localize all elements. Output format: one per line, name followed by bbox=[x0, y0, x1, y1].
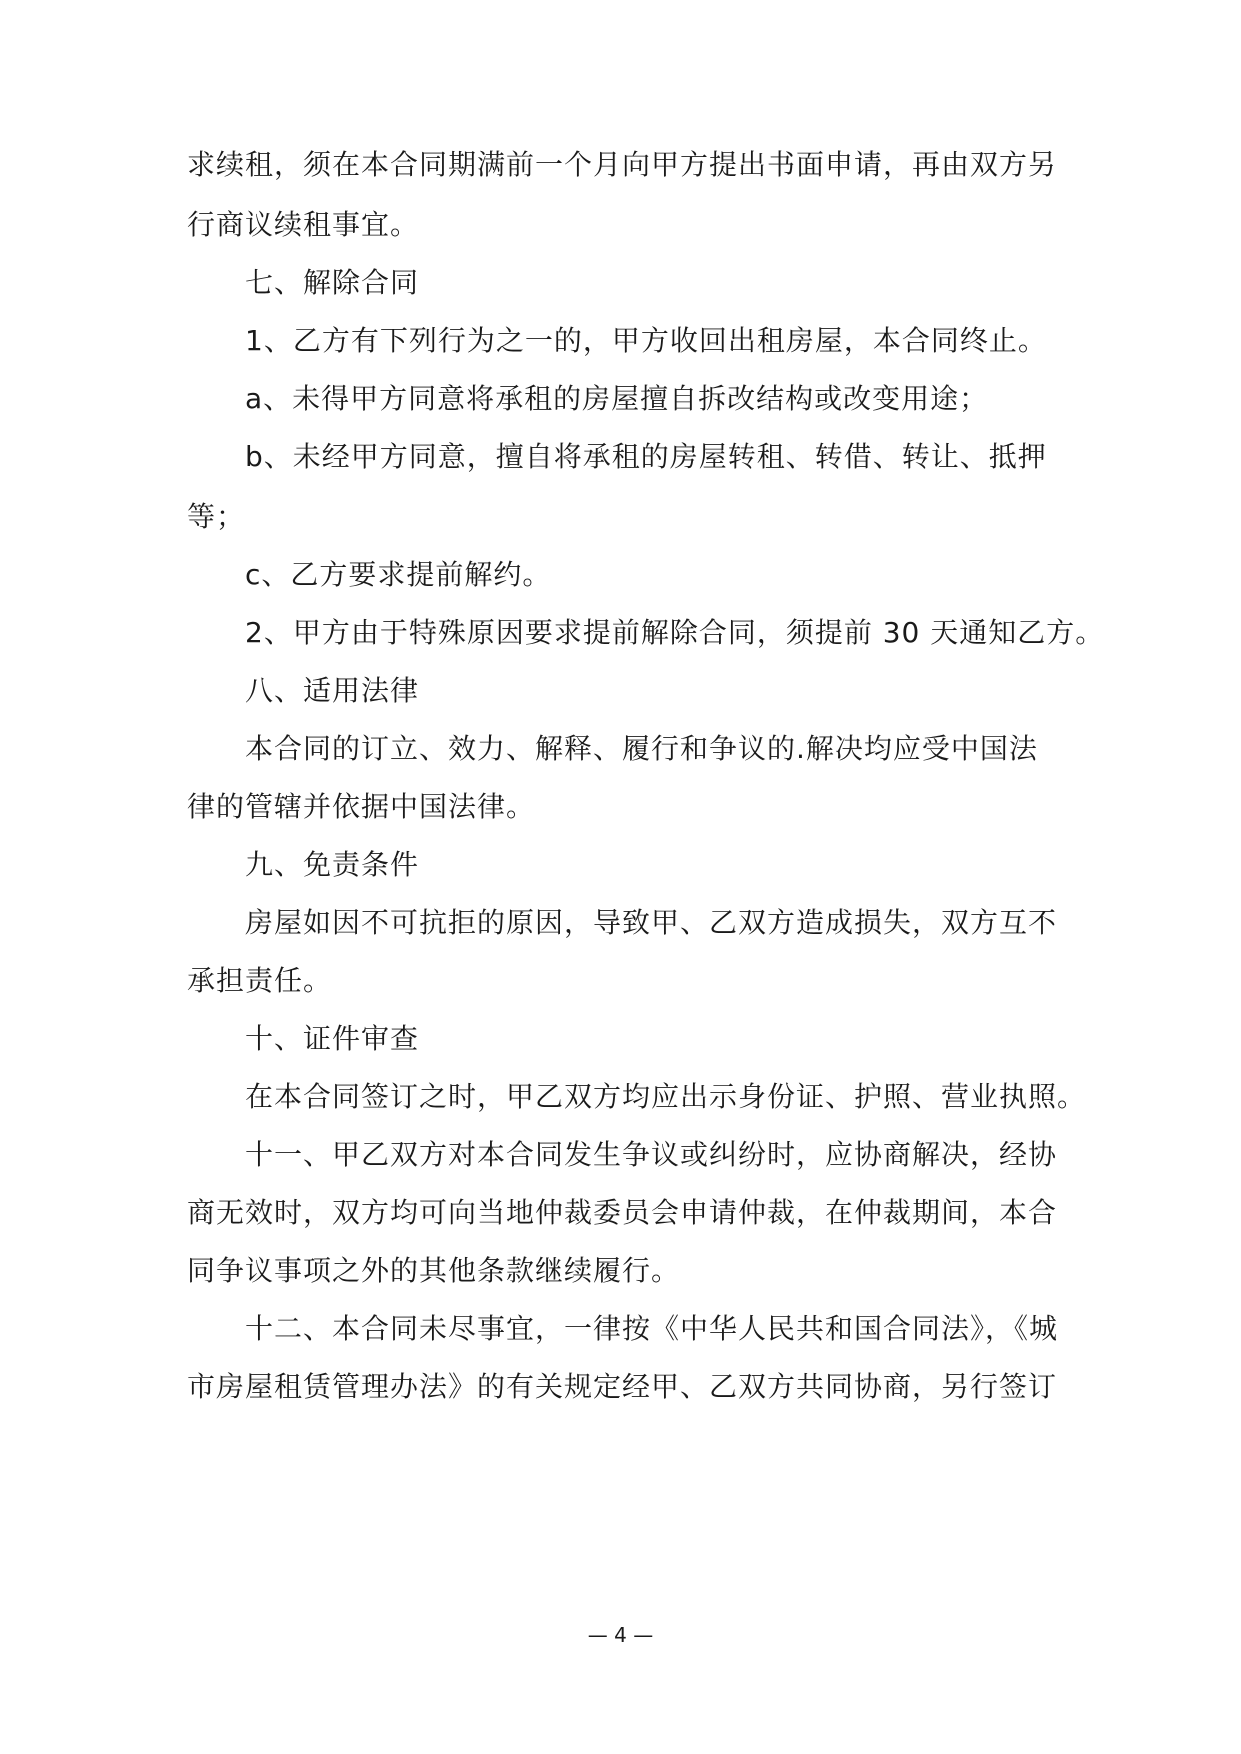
text-line: a、未得甲方同意将承租的房屋擅自拆改结构或改变用途； bbox=[245, 382, 989, 415]
text-line: 市房屋租赁管理办法》的有关规定经甲、乙双方共同协商，另行签订 bbox=[187, 1370, 1058, 1403]
text-line: 在本合同签订之时，甲乙双方均应出示身份证、护照、营业执照。 bbox=[245, 1080, 1087, 1113]
text-line: 律的管辖并依据中国法律。 bbox=[187, 790, 536, 823]
text-line: 十二、本合同未尽事宜，一律按《中华人民共和国合同法》，《城 bbox=[245, 1312, 1059, 1345]
text-line: 等； bbox=[187, 500, 246, 533]
text-line: 十一、甲乙双方对本合同发生争议或纠纷时，应协商解决，经协 bbox=[245, 1138, 1058, 1171]
section-heading: 九、免责条件 bbox=[245, 848, 420, 881]
page-number: — 4 — bbox=[587, 1623, 654, 1647]
text-line: 承担责任。 bbox=[187, 964, 333, 997]
text-line: c、乙方要求提前解约。 bbox=[245, 558, 552, 591]
section-heading: 七、解除合同 bbox=[245, 266, 420, 299]
text-line: 房屋如因不可抗拒的原因，导致甲、乙双方造成损失，双方互不 bbox=[245, 906, 1058, 939]
text-line: 本合同的订立、效力、解释、履行和争议的.解决均应受中国法 bbox=[245, 732, 1038, 765]
text-line: 2、甲方由于特殊原因要求提前解除合同，须提前 30 天通知乙方。 bbox=[245, 616, 1105, 649]
text-line: 求续租，须在本合同期满前一个月向甲方提出书面申请，再由双方另 bbox=[187, 148, 1058, 181]
section-heading: 八、适用法律 bbox=[245, 674, 420, 707]
text-line: 同争议事项之外的其他条款继续履行。 bbox=[187, 1254, 681, 1287]
text-line: b、未经甲方同意，擅自将承租的房屋转租、转借、转让、抵押 bbox=[245, 440, 1047, 473]
section-heading: 十、证件审查 bbox=[245, 1022, 420, 1055]
text-line: 1、乙方有下列行为之一的，甲方收回出租房屋，本合同终止。 bbox=[245, 324, 1047, 357]
text-line: 行商议续租事宜。 bbox=[187, 208, 420, 241]
text-line: 商无效时，双方均可向当地仲裁委员会申请仲裁，在仲裁期间，本合 bbox=[187, 1196, 1058, 1229]
